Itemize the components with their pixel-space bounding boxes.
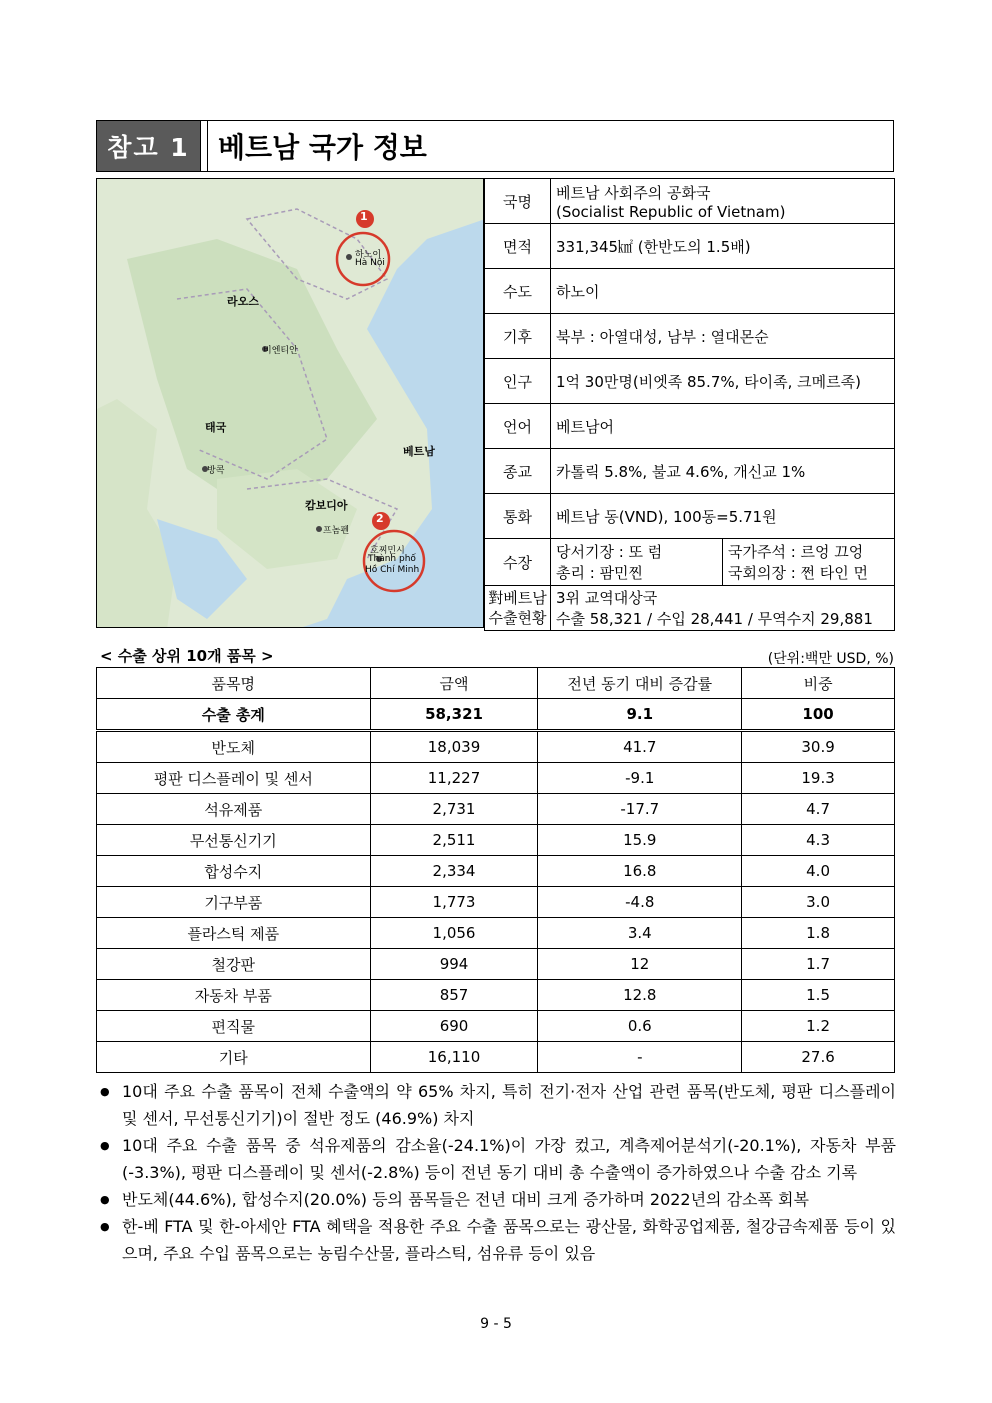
vietnam-label: 베트남: [403, 445, 435, 458]
prime-minister: 총리 : 팜민찐: [556, 564, 644, 582]
exports-unit: (단위:백만 USD, %): [767, 651, 894, 667]
hanoi-label-ko: 하노이: [355, 250, 382, 260]
table-row: 반도체 18,039 41.7 30.9: [97, 731, 895, 763]
info-value: 북부 : 아열대성, 남부 : 열대몬순: [551, 314, 895, 359]
info-key: 수장: [485, 539, 551, 586]
exports-caption: < 수출 상위 10개 품목 >: [100, 647, 274, 665]
country-info-table: [484, 178, 895, 631]
reference-tag: 참고 1: [97, 121, 200, 171]
info-value: 1억 30만명(비엣족 85.7%, 타이족, 크메르족): [551, 359, 895, 404]
vientiane-label: 비엔티안: [263, 346, 298, 356]
bullet-item: ● 반도체(44.6%), 합성수지(20.0%) 등의 품목들은 전년 대비 크게 증가하며 2022년의 감소폭 회복: [98, 1186, 896, 1213]
exports-table: [96, 667, 895, 1073]
table-row: 기타 16,110 - 27.6: [97, 1042, 895, 1073]
bangkok-label: 방콕: [207, 466, 225, 476]
table-row: 합성수지 2,334 16.8 4.0: [97, 856, 895, 887]
bullet-item: ● 10대 주요 수출 품목이 전체 수출액의 약 65% 차지, 특히 전기·전자 산업 관련 품목(반도체, 평판 디스플레이 및 센서, 무선통신기기)이 절반 정도 (46.9%) 차지: [98, 1078, 896, 1132]
info-key: 기후: [485, 314, 551, 359]
table-header: [97, 668, 895, 699]
bullet-item: ● 10대 주요 수출 품목 중 석유제품의 감소율(-24.1%)이 가장 컸고, 계측제어분석기(-20.1%), 자동차 부품(-3.3%), 평판 디스플레이 및 센서(-2.8%) 등이 전년 동기 대비 총 수출액이 증가하였으나 수출 감소 기록: [98, 1132, 896, 1186]
info-key: 통화: [485, 494, 551, 539]
info-key: 종교: [485, 449, 551, 494]
info-key: 언어: [485, 404, 551, 449]
hcm-label-vi1: Thành phố: [368, 554, 416, 564]
thailand-label: 태국: [205, 421, 227, 434]
table-row: 무선통신기기 2,511 15.9 4.3: [97, 825, 895, 856]
info-key: 면적: [485, 224, 551, 269]
trade-key: 對베트남 수출현황: [485, 586, 551, 631]
info-key: 국명: [485, 179, 551, 224]
table-row: 자동차 부품 857 12.8 1.5: [97, 980, 895, 1011]
column-header: 금액: [370, 668, 538, 699]
table-row: 철강판 994 12 1.7: [97, 949, 895, 980]
assembly-chair: 국회의장 : 쩐 타인 먼: [728, 564, 869, 582]
total-row: 수출 총계 58,321 9.1 100: [97, 699, 895, 731]
leader-cell: [551, 539, 895, 586]
table-row: 편직물 690 0.6 1.2: [97, 1011, 895, 1042]
trade-value: 3위 교역대상국 수출 58,321 / 수입 28,441 / 무역수지 29,881: [551, 586, 895, 631]
info-value: 331,345㎢ (한반도의 1.5배): [551, 224, 895, 269]
title-box: [96, 120, 894, 172]
hcm-label-ko: 호찌민시: [370, 546, 405, 556]
phnompenh-label: 프놈펜: [323, 526, 350, 536]
marker-2: 2: [376, 512, 384, 525]
info-key: 수도: [485, 269, 551, 314]
info-value: 베트남 동(VND), 100동=5.71원: [551, 494, 895, 539]
column-header: 품목명: [97, 668, 371, 699]
info-value: 카톨릭 5.8%, 불교 4.6%, 개신교 1%: [551, 449, 895, 494]
page-title: 베트남 국가 정보: [218, 131, 427, 164]
marker-1: 1: [360, 210, 368, 223]
info-value: 하노이: [551, 269, 895, 314]
title-separator: [200, 121, 208, 171]
table-row: 석유제품 2,731 -17.7 4.7: [97, 794, 895, 825]
cambodia-label: 캄보디아: [305, 499, 348, 512]
party-secretary: 당서기장 : 또 럼: [556, 543, 663, 561]
info-key: 인구: [485, 359, 551, 404]
hanoi-label-vi: Hà Nội: [355, 258, 385, 268]
column-header: 전년 동기 대비 증감률: [538, 668, 742, 699]
column-header: 비중: [742, 668, 895, 699]
bullet-item: ● 한-베 FTA 및 한-아세안 FTA 혜택을 적용한 주요 수출 품목으로는 광산물, 화학공업제품, 철강금속제품 등이 있으며, 주요 수입 품목으로는 농림수산물, 플라스틱, 섬유류 등이 있음: [98, 1213, 896, 1267]
table-row: 평판 디스플레이 및 센서 11,227 -9.1 19.3: [97, 763, 895, 794]
vietnam-map: [96, 178, 484, 628]
info-value: 베트남어: [551, 404, 895, 449]
president: 국가주석 : 르엉 끄엉: [728, 543, 864, 561]
hcm-label-vi2: Hồ Chí Minh: [365, 565, 420, 575]
laos-label: 라오스: [227, 295, 259, 308]
info-value: 베트남 사회주의 공화국 (Socialist Republic of Vietnam): [551, 179, 895, 224]
page-number: 9 - 5: [480, 1316, 512, 1332]
table-row: 기구부품 1,773 -4.8 3.0: [97, 887, 895, 918]
table-row: 플라스틱 제품 1,056 3.4 1.8: [97, 918, 895, 949]
summary-bullets: [98, 1078, 896, 1267]
